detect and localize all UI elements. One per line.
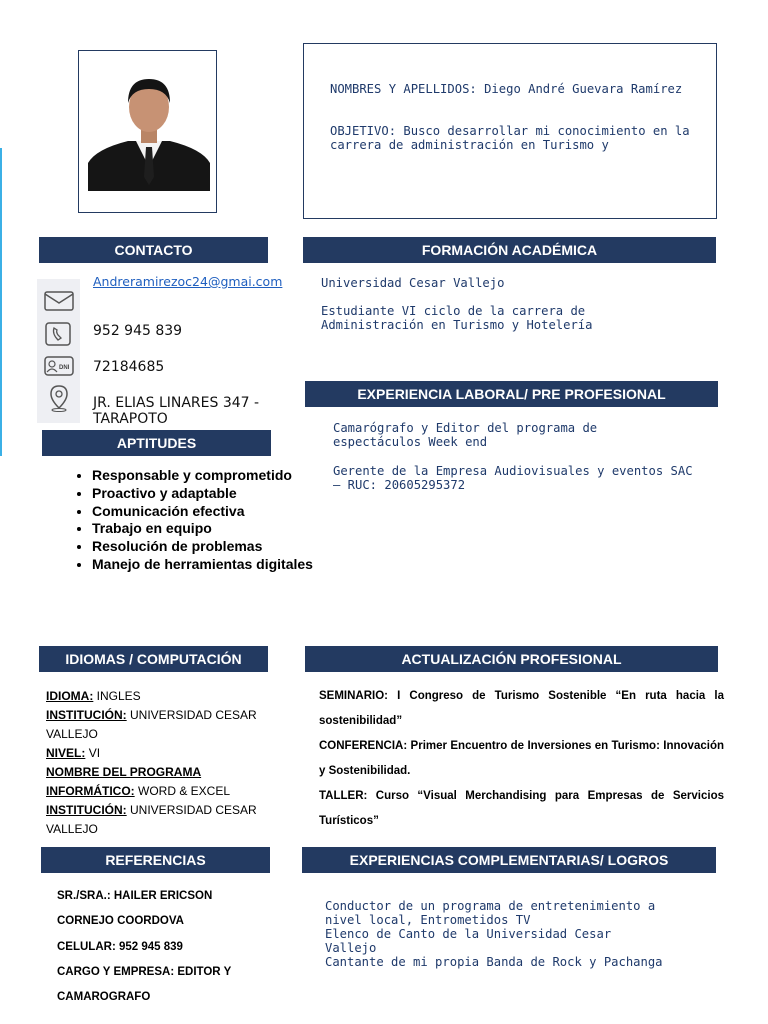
id-card-icon xyxy=(43,354,75,378)
experience-header: EXPERIENCIA LABORAL/ PRE PROFESIONAL xyxy=(305,381,718,407)
contact-icon-strip xyxy=(37,279,80,423)
phone-number: 952 945 839 xyxy=(93,323,183,339)
achievement-item: Conductor de un programa de entretenimiento a nivel local, Entrometidos TV xyxy=(325,899,656,927)
references-header: REFERENCIAS xyxy=(41,847,270,873)
envelope-icon xyxy=(43,287,75,315)
nivel-label: NIVEL: xyxy=(46,746,86,760)
name-line xyxy=(330,82,700,96)
achievements-block xyxy=(325,899,695,969)
update-item: TALLER: Curso “Visual Merchandising para Empresas de Servicios Turísticos” xyxy=(319,790,724,827)
update-item: CONFERENCIA: Primer Encuentro de Inversiones en Turismo: Innovación y Sostenibilidad. xyxy=(319,740,724,777)
achievements-header: EXPERIENCIAS COMPLEMENTARIAS/ LOGROS xyxy=(302,847,716,873)
updates-header: ACTUALIZACIÓN PROFESIONAL xyxy=(305,646,718,672)
experience-item: Camarógrafo y Editor del programa de espectáculos Week end xyxy=(333,421,598,449)
education-header: FORMACIÓN ACADÉMICA xyxy=(303,237,716,263)
languages-header: IDIOMAS / COMPUTACIÓN xyxy=(39,646,268,672)
education-detail: Estudiante VI ciclo de la carrera de Administración en Turismo y Hotelería xyxy=(321,304,593,332)
skills-list xyxy=(52,467,313,574)
program-label: NOMBRE DEL PROGRAMA xyxy=(46,765,202,779)
idioma-label: IDIOMA: xyxy=(46,689,94,703)
skill-item: • Proactivo y adaptable xyxy=(92,485,313,503)
institution-label: INSTITUCIÓN: xyxy=(46,803,127,817)
name-value: Diego André Guevara Ramírez xyxy=(484,82,683,96)
institution-value: UNIVERSIDAD CESAR VALLEJO xyxy=(46,803,257,836)
skill-item: • Comunicación efectiva xyxy=(92,503,313,521)
phone-icon xyxy=(43,320,75,348)
achievement-item: Elenco de Canto de la Universidad Cesar Vallejo xyxy=(325,927,612,955)
intro-box xyxy=(303,43,717,219)
reference-line: CARGO Y EMPRESA: EDITOR Y xyxy=(57,965,232,978)
reference-line: CELULAR: 952 945 839 xyxy=(57,940,183,953)
dni-number: 72184685 xyxy=(93,359,165,375)
objective-line xyxy=(330,124,700,152)
skill-item: • Resolución de problemas xyxy=(92,538,313,556)
idioma-value: INGLES xyxy=(96,689,141,703)
education-university: Universidad Cesar Vallejo xyxy=(321,276,505,290)
address: JR. ELIAS LINARES 347 - TARAPOTO xyxy=(93,395,260,427)
references-block xyxy=(57,884,231,1010)
experience-item: Gerente de la Empresa Audiovisuales y eventos SAC – RUC: 20605295372 xyxy=(333,464,693,492)
profile-photo xyxy=(88,77,210,191)
reference-line: SR./SRA.: HAILER ERICSON xyxy=(57,890,213,902)
informatico-label: INFORMÁTICO: xyxy=(46,784,135,798)
skill-item: • Manejo de herramientas digitales xyxy=(92,556,313,574)
institution-value: UNIVERSIDAD CESAR VALLEJO xyxy=(46,708,257,741)
location-pin-icon xyxy=(43,383,75,413)
email-link[interactable]: Andreramirezoc24@gmai.com xyxy=(93,274,283,289)
profile-photo-frame xyxy=(78,50,217,213)
contact-header: CONTACTO xyxy=(39,237,268,263)
dni-badge: DNI xyxy=(59,365,70,371)
reference-line: CAMAROGRAFO xyxy=(57,991,151,1004)
skills-header: APTITUDES xyxy=(42,430,271,456)
updates-block xyxy=(319,684,724,834)
achievement-item: Cantante de mi propia Banda de Rock y Pachanga xyxy=(325,955,663,969)
objective-label: OBJETIVO: xyxy=(330,124,397,138)
nivel-value: VI xyxy=(88,746,101,760)
name-label: NOMBRES Y APELLIDOS: xyxy=(330,82,477,96)
languages-block xyxy=(46,687,276,839)
institution-label: INSTITUCIÓN: xyxy=(46,708,127,722)
objective-value: Busco desarrollar mi conocimiento en la carrera de administración en Turismo y xyxy=(330,124,690,152)
skill-item: • Trabajo en equipo xyxy=(92,520,313,538)
accent-edge-line xyxy=(0,148,2,456)
informatico-value: WORD & EXCEL xyxy=(138,784,231,798)
skill-item: • Responsable y comprometido xyxy=(92,467,313,485)
update-item: SEMINARIO: I Congreso de Turismo Sostenible “En ruta hacia la sostenibilidad” xyxy=(319,690,724,727)
reference-line: CORNEJO COORDOVA xyxy=(57,915,184,928)
